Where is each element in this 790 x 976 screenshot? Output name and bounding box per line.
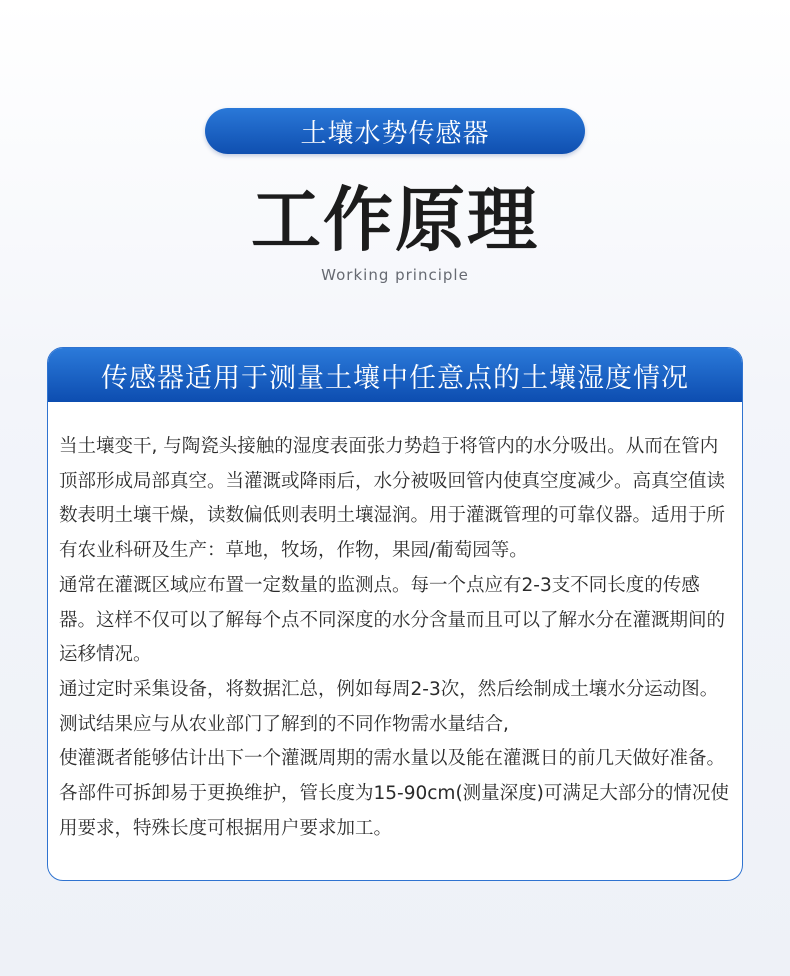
product-name-badge [205, 108, 585, 154]
paragraph-1: 当土壤变干, 与陶瓷头接触的湿度表面张力势趋于将管内的水分吸出。从而在管内顶部形成局部真空。当灌溉或降雨后，水分被吸回管内使真空度减少。高真空值读数表明土壤干燥，读数偏低则表明土壤湿润。用于灌溉管理的可靠仪器。适用于所有农业科研及生产：草地，牧场，作物，果园/葡萄园等。 [59, 436, 726, 562]
paragraph-2: 通常在灌溉区域应布置一定数量的监测点。每一个点应有2-3支不同长度的传感器。这样不仅可以了解每个点不同深度的水分含量而且可以了解水分在灌溉期间的运移情况。 [59, 574, 726, 666]
page-subtitle: Working principle [321, 266, 469, 284]
page-title: 工作原理 [251, 178, 539, 261]
card-header-label: 传感器适用于测量土壤中任意点的土壤湿度情况 [101, 362, 689, 394]
card-body [48, 402, 742, 846]
paragraph-3: 通过定时采集设备，将数据汇总，例如每周2-3次，然后绘制成土壤水分运动图。测试结果应与从农业部门了解到的不同作物需水量结合, [59, 678, 719, 735]
card-header [48, 348, 742, 402]
paragraph-4: 使灌溉者能够估计出下一个灌溉周期的需水量以及能在灌溉日的前几天做好准备。各部件可拆卸易于更换维护，管长度为15-90cm(测量深度)可满足大部分的情况使用要求，特殊长度可根据用户要求加工。 [59, 748, 729, 839]
product-name-label: 土壤水势传感器 [300, 118, 490, 149]
principle-card [47, 347, 743, 881]
